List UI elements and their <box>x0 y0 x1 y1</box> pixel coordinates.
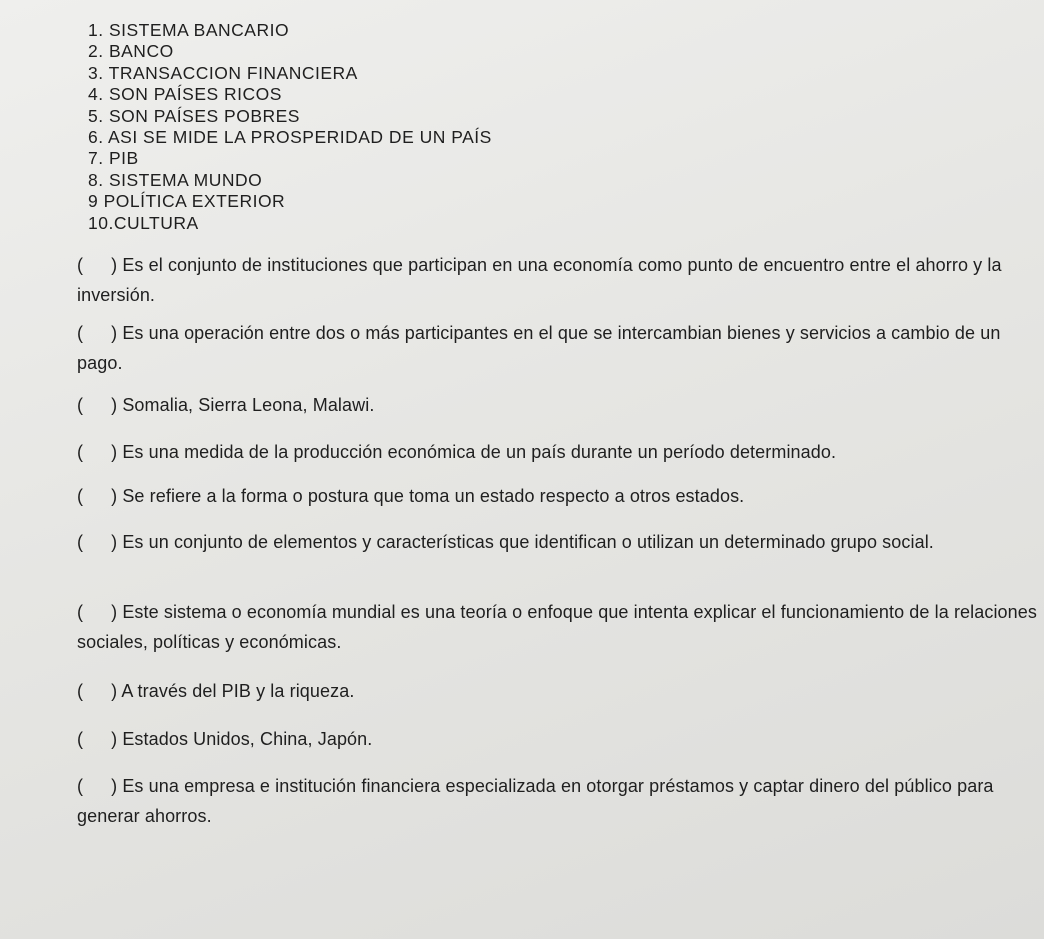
question-text: Se refiere a la forma o postura que toma un estado respecto a otros estados. <box>122 486 745 506</box>
answer-blank[interactable] <box>77 602 117 622</box>
blank-close: ) <box>111 681 118 701</box>
blank-close: ) <box>111 442 118 462</box>
question-item <box>77 250 1037 310</box>
answer-blank[interactable] <box>77 255 117 275</box>
term-item: 10.CULTURA <box>88 212 199 233</box>
question-item <box>77 676 1037 706</box>
question-text: Es una operación entre dos o más participantes en el que se intercambian bienes y servicios a cambio de un pago. <box>77 323 1001 373</box>
term-item: 1. SISTEMA BANCARIO <box>88 20 290 40</box>
question-text: Somalia, Sierra Leona, Malawi. <box>122 395 375 415</box>
blank-close: ) <box>111 255 118 275</box>
answer-blank[interactable] <box>77 486 117 506</box>
blank-close: ) <box>111 395 118 415</box>
answer-blank[interactable] <box>77 323 117 343</box>
blank-open: ( <box>77 486 84 506</box>
question-text: Es el conjunto de instituciones que participan en una economía como punto de encuentro entre el ahorro y la inversión. <box>77 255 1002 305</box>
question-text: A través del PIB y la riqueza. <box>121 681 355 701</box>
question-item <box>77 390 1037 420</box>
blank-open: ( <box>77 442 84 462</box>
question-item <box>77 527 1037 557</box>
question-item <box>77 437 1037 467</box>
term-item: 7. PIB <box>88 148 139 169</box>
question-item <box>77 724 1037 754</box>
question-text: Es una empresa e institución financiera especializada en otorgar préstamos y captar dinero del público para generar ahorros. <box>77 776 994 826</box>
question-text: Es un conjunto de elementos y características que identifican o utilizan un determinado grupo social. <box>122 532 934 552</box>
blank-open: ( <box>77 729 84 749</box>
blank-open: ( <box>77 395 84 415</box>
blank-open: ( <box>77 323 84 343</box>
term-item: 5. SON PAÍSES POBRES <box>88 105 300 126</box>
blank-close: ) <box>111 729 118 749</box>
term-item: 8. SISTEMA MUNDO <box>88 169 263 190</box>
blank-open: ( <box>77 532 84 552</box>
question-item <box>77 771 1037 831</box>
answer-blank[interactable] <box>77 729 117 749</box>
blank-open: ( <box>77 681 84 701</box>
blank-close: ) <box>111 323 118 343</box>
answer-blank[interactable] <box>77 776 117 796</box>
answer-blank[interactable] <box>77 532 117 552</box>
term-item: 3. TRANSACCION FINANCIERA <box>88 62 358 83</box>
question-item <box>77 481 1037 511</box>
blank-open: ( <box>77 602 84 622</box>
term-item: 6. ASI SE MIDE LA PROSPERIDAD DE UN PAÍS <box>88 126 492 147</box>
blank-open: ( <box>77 255 84 275</box>
question-item <box>77 318 1037 378</box>
question-text: Es una medida de la producción económica de un país durante un período determinado. <box>122 442 837 462</box>
answer-blank[interactable] <box>77 395 117 415</box>
term-item: 4. SON PAÍSES RICOS <box>88 84 282 105</box>
question-item <box>77 597 1037 657</box>
terms-list <box>88 20 492 234</box>
answer-blank[interactable] <box>77 442 117 462</box>
blank-open: ( <box>77 776 84 796</box>
blank-close: ) <box>111 776 118 796</box>
blank-close: ) <box>111 602 118 622</box>
answer-blank[interactable] <box>77 681 117 701</box>
question-text: Estados Unidos, China, Japón. <box>122 729 373 749</box>
blank-close: ) <box>111 532 118 552</box>
term-item: 2. BANCO <box>88 41 174 62</box>
term-item: 9 POLÍTICA EXTERIOR <box>88 191 286 212</box>
question-text: Este sistema o economía mundial es una teoría o enfoque que intenta explicar el funcionamiento de la relaciones sociales, políticas y económicas. <box>77 602 1037 652</box>
blank-close: ) <box>111 486 118 506</box>
